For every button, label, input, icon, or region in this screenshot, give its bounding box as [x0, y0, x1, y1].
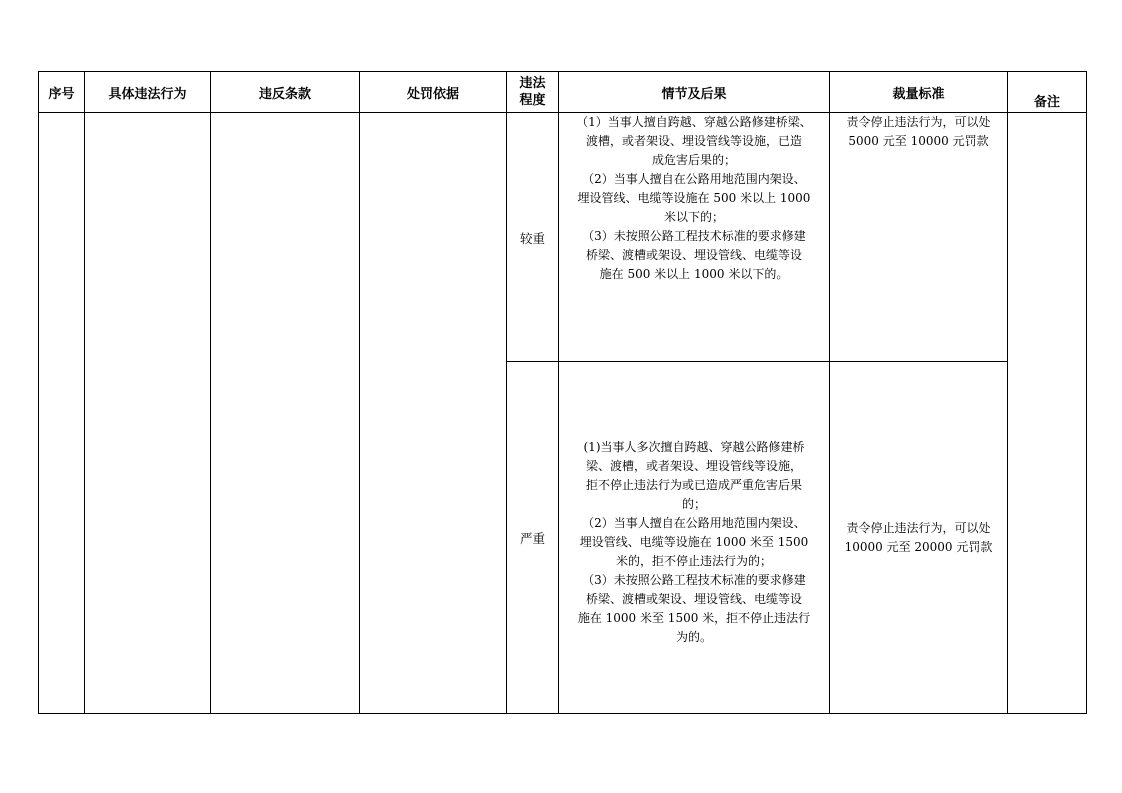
standard-line: 责令停止违法行为，可以处	[846, 115, 991, 129]
standard-line: 5000 元至 10000 元罚款	[848, 134, 989, 148]
standard-line: 10000 元至 20000 元罚款	[844, 539, 993, 554]
circumstances-line: （2）当事人擅自在公路用地范围内架设、	[582, 172, 806, 186]
clause-cell	[211, 113, 360, 714]
circumstances-line: 米的，拒不停止违法行为的；	[615, 554, 772, 568]
circumstances-line: 米以下的；	[663, 210, 724, 224]
basis-cell	[360, 113, 507, 714]
circumstances-cell	[559, 113, 830, 362]
circumstances-line: （3）未按照公路工程技术标准的要求修建	[582, 573, 806, 587]
circumstances-cell	[559, 362, 830, 714]
header-degree	[507, 72, 559, 113]
header-clause: 违反条款	[211, 72, 360, 113]
circumstances-line: （3）未按照公路工程技术标准的要求修建	[582, 229, 806, 243]
circumstances-line: 梁、渡槽，或者架设、埋设管线等设施，	[585, 459, 802, 473]
header-basis: 处罚依据	[360, 72, 507, 113]
circumstances-line: 埋设管线、电缆等设施在 500 米以上 1000	[577, 191, 811, 205]
degree-cell	[507, 362, 559, 714]
header-remark: 备注	[1008, 72, 1087, 113]
header-circumstances: 情节及后果	[559, 72, 830, 113]
header-standard: 裁量标准	[830, 72, 1008, 113]
circumstances-line: 渡槽，或者架设、埋设管线等设施，已造	[585, 134, 802, 148]
seq-cell	[39, 113, 85, 714]
circumstances-line: 拒不停止违法行为或已造成严重危害后果	[585, 478, 802, 492]
degree-label: 严重	[519, 530, 545, 546]
header-degree-line1: 违法	[519, 76, 546, 91]
standard-line: 责令停止违法行为，可以处	[846, 520, 991, 535]
standard-cell	[830, 362, 1008, 714]
circumstances-line: 施在 1000 米至 1500 米，拒不停止违法行	[577, 611, 811, 625]
table-row	[39, 113, 1087, 362]
circumstances-line: 桥梁、渡槽或架设、埋设管线、电缆等设	[585, 248, 802, 262]
circumstances-line: （1）当事人擅自跨越、穿越公路修建桥梁、	[576, 115, 812, 129]
penalty-discretion-table	[38, 71, 1087, 714]
standard-cell	[830, 113, 1008, 362]
remark-cell	[1008, 113, 1087, 714]
circumstances-line: 桥梁、渡槽或架设、埋设管线、电缆等设	[585, 592, 802, 606]
circumstances-line: 的；	[681, 497, 706, 511]
header-seq: 序号	[39, 72, 85, 113]
circumstances-line: 施在 500 米以上 1000 米以下的。	[599, 267, 789, 281]
circumstances-line: 为的。	[675, 630, 712, 644]
circumstances-line: （2）当事人擅自在公路用地范围内架设、	[582, 516, 806, 530]
act-cell	[85, 113, 211, 714]
degree-cell	[507, 113, 559, 362]
circumstances-line: 埋设管线、电缆等设施在 1000 米至 1500	[579, 535, 809, 549]
header-degree-line2: 程度	[519, 93, 546, 108]
circumstances-line: (1)当事人多次擅自跨越、穿越公路修建桥	[583, 440, 805, 454]
header-row	[39, 72, 1087, 113]
circumstances-line: 成危害后果的；	[651, 153, 736, 167]
header-act: 具体违法行为	[85, 72, 211, 113]
degree-label: 较重	[519, 231, 545, 246]
